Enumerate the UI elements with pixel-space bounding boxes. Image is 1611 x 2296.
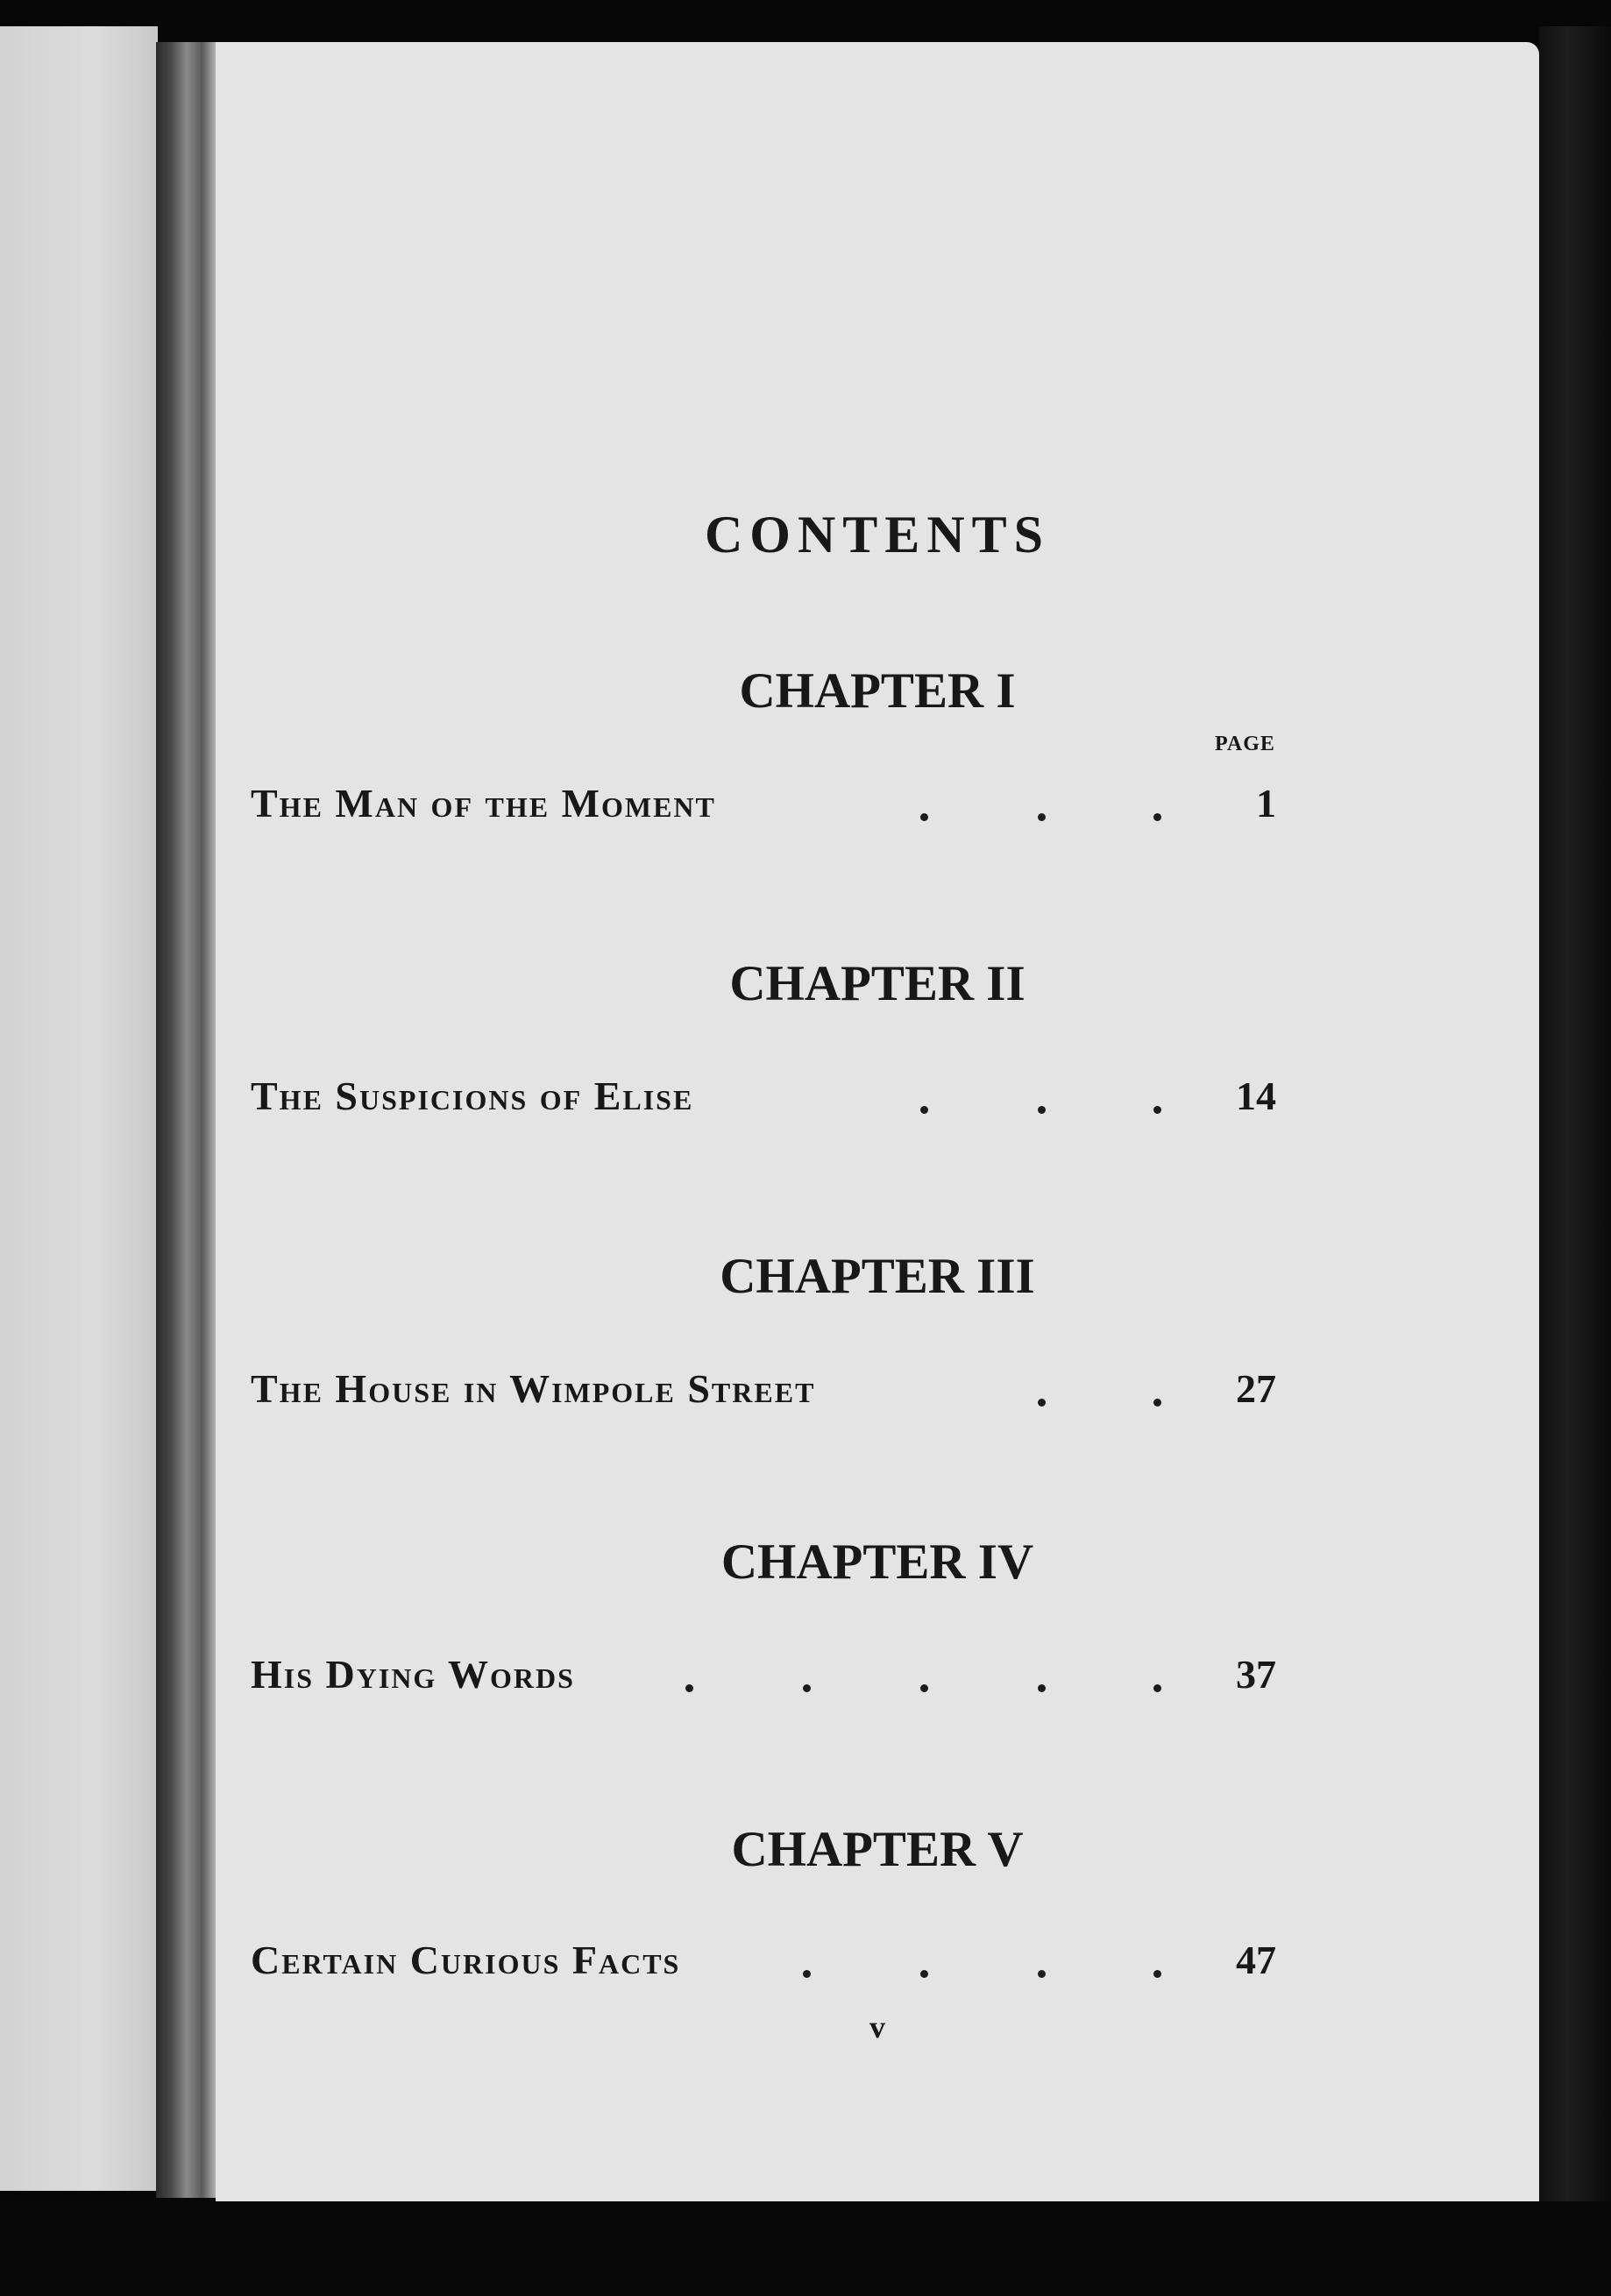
leader-dot xyxy=(803,1970,811,1978)
leader-dot xyxy=(920,1684,928,1692)
chapter-title: His Dying Words xyxy=(251,1652,575,1697)
chapter-title: The Man of the Moment xyxy=(251,781,716,826)
page-folio: v xyxy=(869,2009,885,2044)
leader-dot xyxy=(1153,1106,1161,1114)
chapter-label: CHAPTER II xyxy=(729,956,1026,1011)
leader-dot xyxy=(1038,1970,1046,1978)
chapter-title: Certain Curious Facts xyxy=(251,1938,681,1982)
leader-dot xyxy=(803,1684,811,1692)
leader-dot xyxy=(1038,1106,1046,1114)
page-column-label: PAGE xyxy=(1215,733,1275,755)
chapter-page-number: 37 xyxy=(1236,1652,1276,1697)
chapter-label: CHAPTER IV xyxy=(720,1534,1034,1590)
leader-dot xyxy=(1153,1399,1161,1407)
chapter-title: The House in Wimpole Street xyxy=(251,1366,816,1411)
leader-dot xyxy=(1153,1684,1161,1692)
leader-dot xyxy=(920,1970,928,1978)
contents-page xyxy=(216,42,1539,2201)
leader-dot xyxy=(1038,1684,1046,1692)
chapter-page-number: 47 xyxy=(1236,1938,1276,1982)
leader-dot xyxy=(920,1106,928,1114)
left-page-edge xyxy=(0,26,158,2191)
chapter-page-number: 1 xyxy=(1256,781,1276,826)
leader-dot xyxy=(1038,813,1046,821)
chapter-page-number: 27 xyxy=(1236,1366,1276,1411)
chapter-page-number: 14 xyxy=(1236,1074,1276,1118)
leader-dot xyxy=(1038,1399,1046,1407)
leader-dot xyxy=(1153,1970,1161,1978)
bottom-border xyxy=(0,2201,1611,2296)
chapter-label: CHAPTER III xyxy=(720,1249,1035,1304)
chapter-label: CHAPTER I xyxy=(739,663,1016,719)
leader-dot xyxy=(1153,813,1161,821)
chapter-label: CHAPTER V xyxy=(731,1822,1024,1877)
leader-dot xyxy=(920,813,928,821)
book-gutter xyxy=(156,42,217,2198)
chapter-title: The Suspicions of Elise xyxy=(251,1074,694,1118)
contents-heading: CONTENTS xyxy=(704,506,1051,563)
leader-dot xyxy=(685,1684,693,1692)
right-page-edge xyxy=(1539,26,1611,2296)
